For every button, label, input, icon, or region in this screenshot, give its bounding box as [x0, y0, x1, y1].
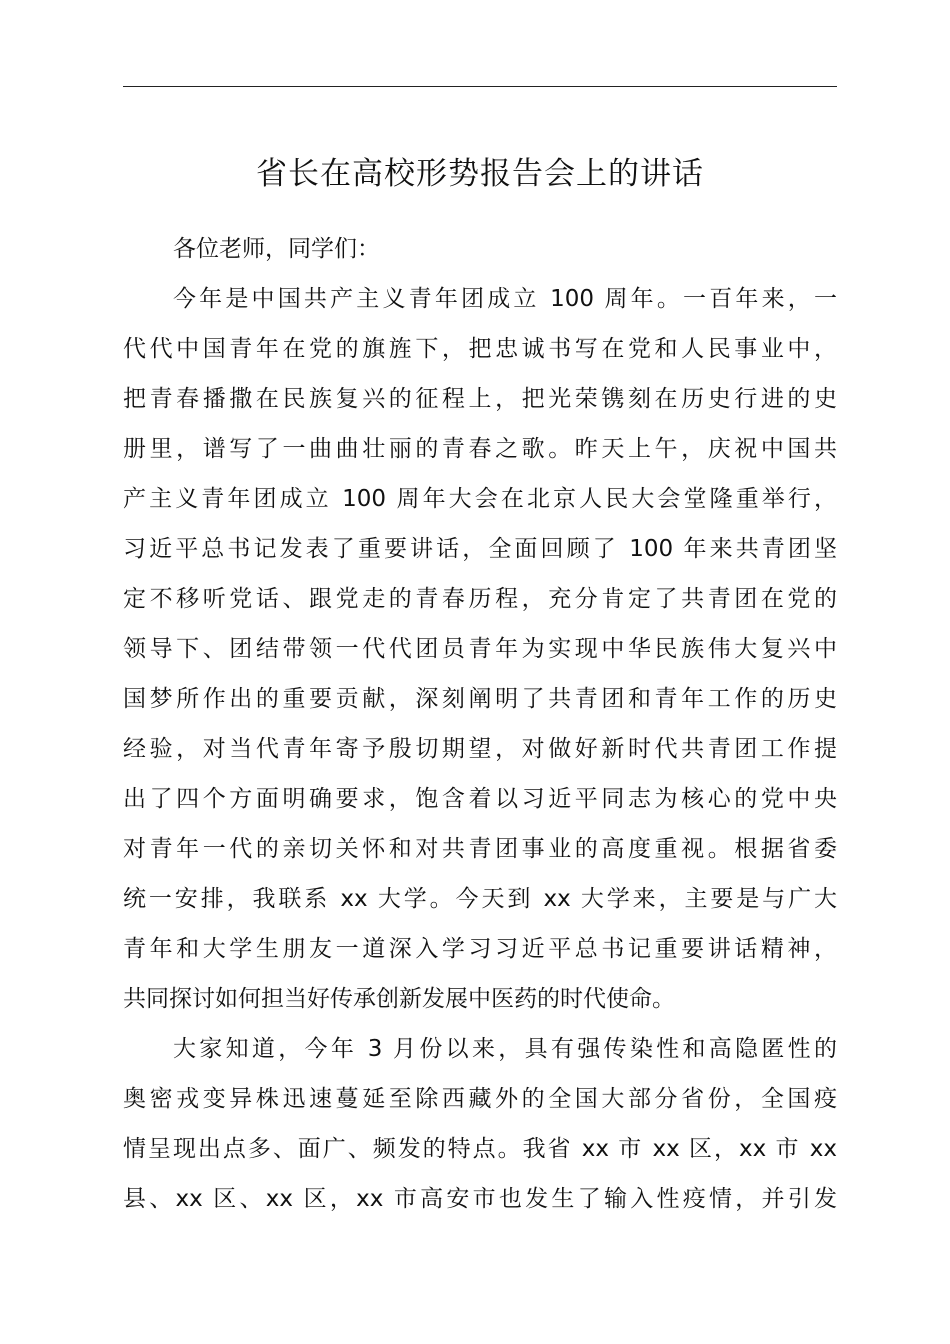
text-line: 共同探讨如何担当好传承创新发展中医药的时代使命。 [123, 986, 675, 1012]
text-line: 把青春播撒在民族复兴的征程上，把光荣镌刻在历史行进的史 [123, 386, 837, 412]
text-line: 青年和大学生朋友一道深入学习习近平总书记重要讲话精神， [123, 936, 837, 962]
document-title: 省长在高校形势报告会上的讲话 [256, 156, 704, 192]
text-line: 国梦所作出的重要贡献，深刻阐明了共青团和青年工作的历史 [123, 686, 837, 712]
paragraph-1 [123, 274, 837, 1024]
document-body [123, 224, 837, 1224]
text-line: 县、xx 区、xx 区，xx 市高安市也发生了输入性疫情，并引发 [123, 1186, 837, 1212]
text-line: 习近平总书记发表了重要讲话，全面回顾了 100 年来共青团坚 [123, 536, 837, 562]
text-line: 情呈现出点多、面广、频发的特点。我省 xx 市 xx 区，xx 市 xx [123, 1136, 837, 1162]
header-rule [123, 86, 837, 87]
text-line: 领导下、团结带领一代代团员青年为实现中华民族伟大复兴中 [123, 636, 837, 662]
text-line: 代代中国青年在党的旗旌下，把忠诚书写在党和人民事业中， [123, 336, 837, 362]
greeting: 各位老师，同学们： [173, 236, 380, 262]
text-line: 统一安排，我联系 xx 大学。今天到 xx 大学来，主要是与广大 [123, 886, 837, 912]
text-line: 大家知道，今年 3 月份以来，具有强传染性和高隐匿性的 [173, 1036, 837, 1062]
text-line: 今年是中国共产主义青年团成立 100 周年。一百年来，一 [173, 286, 837, 312]
text-line: 经验，对当代青年寄予殷切期望，对做好新时代共青团工作提 [123, 736, 837, 762]
text-line: 定不移听党话、跟党走的青春历程，充分肯定了共青团在党的 [123, 586, 837, 612]
text-line: 奥密戎变异株迅速蔓延至除西藏外的全国大部分省份，全国疫 [123, 1086, 837, 1112]
text-line: 册里，谱写了一曲曲壮丽的青春之歌。昨天上午，庆祝中国共 [123, 436, 837, 462]
text-line: 对青年一代的亲切关怀和对共青团事业的高度重视。根据省委 [123, 836, 837, 862]
paragraph-2 [123, 1024, 837, 1224]
text-line: 出了四个方面明确要求，饱含着以习近平同志为核心的党中央 [123, 786, 837, 812]
text-line: 产主义青年团成立 100 周年大会在北京人民大会堂隆重举行， [123, 486, 837, 512]
